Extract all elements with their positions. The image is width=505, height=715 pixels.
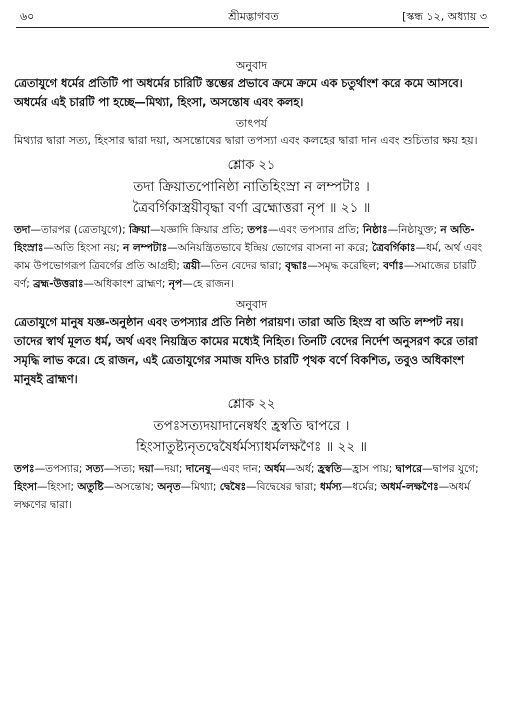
- verse-21-synonyms: তদা—তারপর (ত্রেতাযুগে); ক্রিয়া—যজ্ঞাদি ক্রিয়ার প্রতি; তপঃ—এবং তপস্যার প্রতি; নিষ্ঠাঃ—নিষ্ঠাযুক্ত; ন অতি-হিংস্রাঃ—অতি হিংসা নয়; ন লম্পটাঃ—অনিয়ন্ত্রিতভাবে ইন্দ্রিয় ভোগের বাসনা না করে; ত্রৈবর্গিকাঃ—ধর্ম, অর্থ এবং কাম উপভোগরূপ ত্রিবর্গের প্রতি আগ্রহী; ত্রয়ী—তিন বেদের দ্বারা; বৃদ্ধাঃ—সমৃদ্ধ করেছিল; বর্ণাঃ—সমাজের চারটি বর্ণ; ব্রহ্ম-উত্তরাঃ—অধিকাংশ ব্রাহ্মণ; নৃপ—হে রাজন।: [14, 224, 483, 290]
- synonym-word: ত্রয়ী: [183, 260, 201, 272]
- verse-22-line-1: তপঃসত্যদয়াদানেষ্বর্ধং হ্রস্বতি দ্বাপরে ।: [153, 418, 350, 434]
- book-title: শ্রীমদ্ভাগবত: [228, 10, 279, 23]
- synonym-word: অর্ধম: [264, 463, 286, 475]
- header-rule: [16, 27, 489, 28]
- synonym-word: নৃপ: [168, 278, 183, 290]
- synonym-meaning: এবং তপস্যার প্রতি;: [278, 224, 360, 236]
- synonym-word: বৃদ্ধাঃ: [285, 260, 308, 272]
- synonym-meaning: তিন বেদের দ্বারা;: [210, 260, 282, 272]
- synonym-word: তদা: [14, 224, 31, 236]
- synonym-word: ত্রৈবর্গিকাঃ: [371, 242, 416, 254]
- synonym-meaning: নিষ্ঠাযুক্ত;: [398, 224, 438, 236]
- verse-22-line-2: হিংসাতুষ্ট্যনৃতদ্বেষৈর্ধর্মস্যাধর্মলক্ষণৈঃ ॥ ২২ ॥: [135, 439, 368, 455]
- synonym-meaning: বিদ্বেষের দ্বারা;: [256, 481, 317, 493]
- synonym-word: অনৃত: [157, 481, 181, 493]
- synonym-word: হিংসা: [14, 481, 38, 493]
- verse-22-synonyms: তপঃ—তপস্যার; সত্য—সত্য; দয়া—দয়া; দানেষু—এবং দান; অর্ধম—অর্ধ; হ্রস্বতি—হ্রাস পায়; দ্বাপরে—দ্বাপর যুগে; হিংসা—হিংসা; অতুষ্টি—অসন্তোষ; অনৃত—মিথ্যা; দ্বেষৈঃ—বিদ্বেষের দ্বারা; ধর্মস্য—ধর্মের; অধর্ম-লক্ষণৈঃ—অধর্ম লক্ষণের দ্বারা।: [14, 463, 479, 511]
- synonym-word: ব্রহ্ম-উত্তরাঃ: [33, 278, 84, 290]
- synonym-meaning: অর্ধ;: [295, 463, 315, 475]
- synonym-meaning: হিংসা;: [47, 481, 75, 493]
- synonym-word: দয়া: [138, 463, 154, 475]
- purport-heading: তাৎপর্য: [235, 117, 268, 130]
- synonym-meaning: সত্য;: [114, 463, 136, 475]
- verse-22-heading: শ্লোক ২২: [227, 397, 276, 412]
- synonym-word: বর্ণাঃ: [383, 260, 404, 272]
- synonym-meaning: মিথ্যা;: [191, 481, 217, 493]
- synonym-meaning: ধর্মের;: [352, 481, 378, 493]
- synonym-meaning: অধর্ম লক্ষণের দ্বারা।: [14, 481, 470, 511]
- synonym-word: দানেষু: [185, 463, 211, 475]
- page-number: ৬০: [20, 10, 35, 23]
- page-content: [14, 58, 489, 518]
- synonym-meaning: সমৃদ্ধ করেছিল;: [317, 260, 380, 272]
- synonym-meaning: হ্রাস পায়;: [352, 463, 393, 475]
- synonym-word: ক্রিয়া: [129, 224, 151, 236]
- synonym-meaning: তপস্যার;: [45, 463, 83, 475]
- synonym-meaning: দয়া;: [164, 463, 183, 475]
- synonym-word: নিষ্ঠাঃ: [362, 224, 388, 236]
- synonym-meaning: তারপর (ত্রেতাযুগে);: [40, 224, 126, 236]
- synonym-meaning: দ্বাপর যুগে;: [432, 463, 479, 475]
- verse-21-line-1: তদা ক্রিয়াতপোনিষ্ঠা নাতিহিংস্রা ন লম্পটাঃ ।: [133, 179, 370, 195]
- section-reference: [স্কন্ধ ১২, অধ্যায় ৩: [402, 10, 487, 23]
- synonym-word: হ্রস্বতি: [317, 463, 342, 475]
- synonym-word: দ্বাপরে: [395, 463, 422, 475]
- synonym-word: তপঃ: [247, 224, 268, 236]
- purport-text: মিথ্যার দ্বারা সত্য, হিংসার দ্বারা দয়া, অসন্তোষের দ্বারা তপস্যা এবং কলহের দ্বারা দান এবং শুচিতার ক্ষয় হয়।: [14, 134, 478, 147]
- synonym-word: সত্য: [85, 463, 104, 475]
- synonym-meaning: অসন্তোষ;: [114, 481, 155, 493]
- verse-21-translation-heading: অনুবাদ: [235, 298, 268, 311]
- synonym-meaning: সমাজের চারটি বর্ণ;: [14, 260, 477, 290]
- verse-21-line-2: ত্রৈবর্গিকাস্ত্রয়ীবৃদ্ধা বর্ণা ব্রহ্মোত্তরা নৃপ ॥ ২১ ॥: [132, 200, 371, 216]
- verse-21-heading: শ্লোক ২১: [227, 158, 276, 173]
- translation-text: ত্রেতাযুগে ধর্মের প্রতিটি পা অধর্মের চারিটি স্তম্ভের প্রভাবে ক্রমে ক্রমে এক চতুর্থাংশ করে কমে আসবে। অধর্মের এই চারটি পা হচ্ছে—মিথ্যা, হিংসা, অসন্তোষ এবং কলহ।: [14, 77, 463, 109]
- synonym-meaning: যজ্ঞাদি ক্রিয়ার প্রতি;: [160, 224, 244, 236]
- verse-21-translation: ত্রেতাযুগে মানুষ যজ্ঞ-অনুষ্ঠান এবং তপস্যার প্রতি নিষ্ঠা পরায়ণ। তারা অতি হিংস্র বা অতি লম্পট নয়। তাদের স্বার্থ মূলত ধর্ম, অর্থ এবং নিয়ন্ত্রিত কামের মধ্যেই নিহিত। তিনটি বেদের নির্দেশ অনুসরণ করে তারা সমৃদ্ধি লাভ করে। হে রাজন, এই ত্রেতাযুগের সমাজ যদিও চারটি পৃথক বর্ণে বিকশিত, তবুও অধিকাংশ মানুষই ব্রাহ্মণ।: [14, 316, 478, 386]
- synonym-word: ধর্মস্য: [320, 481, 342, 493]
- synonym-meaning: অতি হিংসা নয়;: [53, 242, 120, 254]
- synonym-word: তপঃ: [14, 463, 35, 475]
- synonym-word: দ্বেষৈঃ: [219, 481, 247, 493]
- translation-heading: অনুবাদ: [235, 59, 268, 72]
- page-header: [20, 8, 487, 26]
- synonym-meaning: ধর্ম, অর্থ এবং কাম উপভোগরূপ ত্রিবর্গের প্রতি আগ্রহী;: [14, 242, 483, 272]
- synonym-word: ন অতি-হিংস্রাঃ: [14, 224, 475, 254]
- synonym-meaning: হে রাজন।: [192, 278, 235, 290]
- synonym-word: ন লম্পটাঃ: [122, 242, 168, 254]
- synonym-meaning: অধিকাংশ ব্রাহ্মণ;: [94, 278, 166, 290]
- synonym-word: অতুষ্টি: [77, 481, 104, 493]
- synonym-meaning: অনিয়ন্ত্রিতভাবে ইন্দ্রিয় ভোগের বাসনা না করে;: [177, 242, 369, 254]
- synonym-meaning: এবং দান;: [221, 463, 262, 475]
- synonym-word: অধর্ম-লক্ষণৈঃ: [380, 481, 439, 493]
